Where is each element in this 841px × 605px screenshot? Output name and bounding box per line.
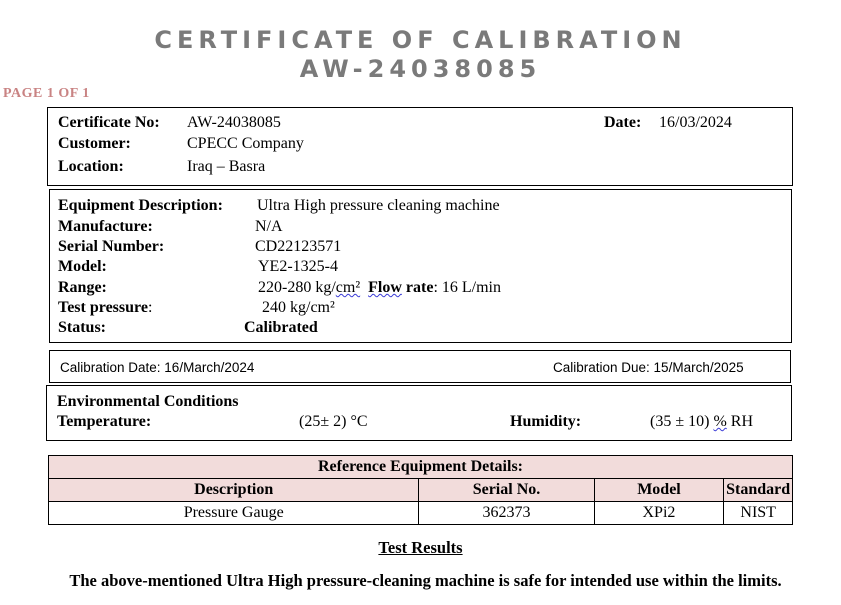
status-value: Calibrated — [244, 319, 318, 336]
status-label: Status: — [58, 319, 107, 336]
calibration-dates-box — [49, 350, 791, 383]
model-label: Model: — [58, 258, 107, 275]
page-label: PAGE 1 OF 1 — [3, 86, 90, 101]
row-standard: NIST — [724, 502, 793, 525]
humidity-label: Humidity: — [510, 413, 582, 430]
customer-value: CPECC Company — [187, 135, 304, 152]
equipment-description-label: Equipment Description: — [58, 197, 223, 214]
environment-box — [46, 385, 792, 441]
flow-label-rate: rate — [401, 279, 434, 296]
customer-label: Customer: — [58, 135, 131, 152]
certificate-number-title: AW-24038085 — [299, 55, 542, 83]
serial-number-value: CD22123571 — [255, 238, 342, 255]
calibration-date: Calibration Date: 16/March/2024 — [60, 360, 255, 375]
flow-label: Flow — [368, 279, 402, 296]
test-pressure-label: Test pressure — [58, 299, 148, 316]
column-header-model: Model — [594, 479, 724, 502]
humidity-range: (35 ± 10) — [650, 413, 714, 430]
test-pressure-colon: : — [147, 299, 153, 316]
test-results-statement: The above-mentioned Ultra High pressure-cleaning machine is safe for intended use within the limits. — [69, 571, 782, 590]
test-pressure-label-group — [58, 299, 152, 317]
certificate-title: CERTIFICATE OF CALIBRATION — [154, 26, 687, 54]
range-unit: cm² — [335, 279, 361, 296]
equipment-box — [49, 189, 792, 343]
row-description: Pressure Gauge — [49, 502, 419, 525]
humidity-unit: RH — [726, 413, 753, 430]
column-header-standard: Standard — [724, 479, 793, 502]
row-model: XPi2 — [594, 502, 724, 525]
calibration-due: Calibration Due: 15/March/2025 — [553, 360, 744, 375]
location-value: Iraq – Basra — [187, 158, 266, 175]
reference-equipment-table — [48, 455, 793, 525]
date-label: Date: — [604, 114, 642, 131]
column-header-serial: Serial No. — [419, 479, 594, 502]
flow-value: : 16 L/min — [433, 279, 501, 296]
range-label: Range: — [58, 279, 107, 296]
serial-number-label: Serial Number: — [58, 238, 165, 255]
equipment-description-value: Ultra High pressure cleaning machine — [257, 197, 500, 214]
date-value: 16/03/2024 — [659, 114, 732, 131]
temperature-label: Temperature: — [57, 413, 152, 430]
manufacture-label: Manufacture: — [58, 218, 153, 235]
test-pressure-value: 240 kg/cm² — [262, 299, 335, 316]
reference-table-heading: Reference Equipment Details: — [49, 456, 793, 479]
humidity-value — [650, 413, 753, 431]
location-label: Location: — [58, 158, 124, 175]
model-value: YE2-1325-4 — [258, 258, 338, 275]
humidity-percent: % — [713, 413, 727, 430]
row-serial: 362373 — [419, 502, 594, 525]
cert-no-label: Certificate No: — [58, 114, 160, 131]
manufacture-value: N/A — [255, 218, 283, 235]
temperature-value: (25± 2) °C — [299, 413, 368, 430]
range-value — [258, 279, 501, 297]
range-number: 220-280 kg/ — [258, 279, 336, 296]
column-header-description: Description — [49, 479, 419, 502]
table-row — [49, 502, 793, 525]
cert-no-value: AW-24038085 — [187, 114, 281, 131]
certificate-info-box — [47, 107, 793, 186]
environment-heading: Environmental Conditions — [57, 393, 239, 410]
test-results-heading: Test Results — [378, 538, 463, 557]
